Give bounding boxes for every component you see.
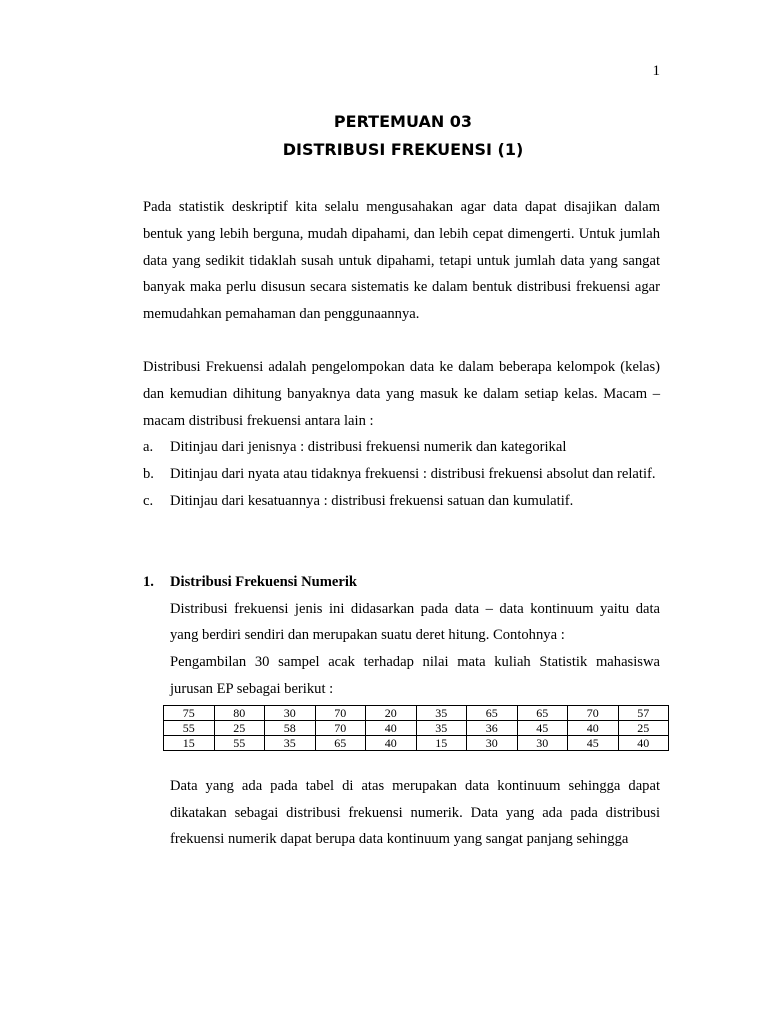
list-marker: b. [143,466,154,483]
sample-data-table [163,705,669,751]
list-marker: a. [143,439,154,456]
table-cell: 65 [467,705,518,720]
document-title [0,108,768,164]
table-cell: 35 [416,705,467,720]
definition-paragraph: Distribusi Frekuensi adalah pengelompokan data ke dalam beberapa kelompok (kelas) dan kemudian dihitung banyaknya data yang masuk ke dalam setiap kelas. Macam – macam distribusi frekuensi antara lain : [143,358,660,429]
table-cell: 80 [214,705,265,720]
table-cell: 20 [366,705,417,720]
title-line-1: PERTEMUAN 03 [333,112,473,131]
table-cell: 40 [568,720,619,735]
table-cell: 58 [265,720,316,735]
list-item [143,461,660,488]
table-cell: 45 [517,720,568,735]
section-title: Distribusi Frekuensi Numerik [170,573,358,590]
list-marker: c. [143,492,154,509]
table-cell: 40 [366,735,417,750]
document-body [143,194,660,853]
list-text: Ditinjau dari nyata atau tidaknya frekuensi : distribusi frekuensi absolut dan relatif. [170,466,656,483]
section-paragraph-2: Pengambilan 30 sampel acak terhadap nilai mata kuliah Statistik mahasiswa jurusan EP sebagai berikut : [170,654,660,697]
table-cell: 36 [467,720,518,735]
intro-paragraph: Pada statistik deskriptif kita selalu mengusahakan agar data dapat disajikan dalam bentuk yang lebih berguna, mudah dipahami, dan lebih cepat dimengerti. Untuk jumlah data yang sedikit tidaklah susah untuk dipahami, tetapi untuk jumlah data yang sangat banyak maka perlu disusun secara sistematis ke dalam bentuk distribusi frekuensi agar memudahkan pemahaman dan penggunaannya. [143,199,660,323]
table-cell: 40 [366,720,417,735]
table-cell: 35 [265,735,316,750]
table-cell: 70 [315,705,366,720]
section-paragraph-3: Data yang ada pada tabel di atas merupakan data kontinuum sehingga dapat dikatakan sebagai distribusi frekuensi numerik. Data yang ada pada distribusi frekuensi numerik dapat berupa data kontinuum yang sangat panjang sehingga [170,777,660,848]
table-cell: 15 [416,735,467,750]
table-row [164,735,669,750]
section-heading [143,569,660,596]
list-text: Ditinjau dari jenisnya : distribusi frekuensi numerik dan kategorikal [170,439,567,456]
table-cell: 70 [568,705,619,720]
section-paragraph-1: Distribusi frekuensi jenis ini didasarkan pada data – data kontinuum yaitu data yang berdiri sendiri dan merupakan suatu deret hitung. Contohnya : [170,600,660,644]
table-cell: 15 [164,735,215,750]
table-cell: 65 [315,735,366,750]
table-cell: 30 [467,735,518,750]
list-item [143,488,660,515]
page-number: 1 [652,63,660,79]
table-cell: 25 [214,720,265,735]
section-number: 1. [143,573,154,590]
table-cell: 55 [214,735,265,750]
table-cell: 57 [618,705,669,720]
table-cell: 35 [416,720,467,735]
table-cell: 30 [265,705,316,720]
list-text: Ditinjau dari kesatuannya : distribusi frekuensi satuan dan kumulatif. [170,492,574,509]
table-cell: 65 [517,705,568,720]
table-cell: 40 [618,735,669,750]
table-cell: 45 [568,735,619,750]
table-cell: 70 [315,720,366,735]
table-row [164,705,669,720]
list-item [143,434,660,461]
title-line-2: DISTRIBUSI FREKUENSI (1) [282,140,524,159]
table-row [164,720,669,735]
table-cell: 55 [164,720,215,735]
table-cell: 25 [618,720,669,735]
table-cell: 30 [517,735,568,750]
table-cell: 75 [164,705,215,720]
